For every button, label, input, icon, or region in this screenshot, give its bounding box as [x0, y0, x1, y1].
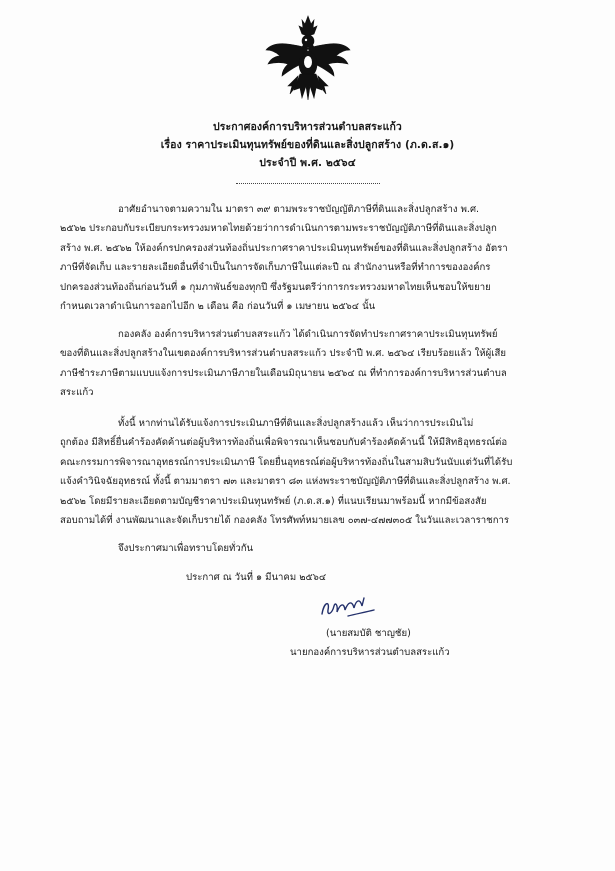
title-line-1: ประกาศองค์การบริหารส่วนตำบลสระแก้ว: [213, 121, 402, 133]
announcement-closing: จึงประกาศมาเพื่อทราบโดยทั่วกัน: [118, 543, 254, 554]
paragraph-2: [60, 325, 556, 403]
paragraph-line: กองคลัง องค์การบริหารส่วนตำบลสระแก้ว ได้ดำเนินการจัดทำประกาศราคาประเมินทุนทรัพย์: [118, 329, 498, 340]
paragraph-line: สระแก้ว: [60, 387, 94, 399]
handwritten-signature-icon: [318, 594, 378, 622]
garuda-emblem-icon: [262, 14, 354, 106]
signer-name: (นายสมบัติ ชาญชัย): [326, 628, 411, 639]
paragraph-line: ปกครองส่วนท้องถิ่นก่อนวันที่ ๑ กุมภาพันธ์ของทุกปี ซึ่งรัฐมนตรีว่าการกระทรวงมหาดไทยเห็นชอบให้ขยาย: [60, 281, 491, 293]
title-line-2: เรื่อง ราคาประเมินทุนทรัพย์ของที่ดินและสิ่งปลูกสร้าง (ภ.ด.ส.๑): [160, 139, 455, 151]
paragraph-line: สอบถามได้ที่ งานพัฒนาและจัดเก็บรายได้ กองคลัง โทรศัพท์หมายเลข ๐๓๗-๔๗๗๓๐๕ ในวันและเวลาราชการ: [60, 515, 510, 527]
paragraph-line: ทั้งนี้ หากท่านได้รับแจ้งการประเมินภาษีที่ดินและสิ่งปลูกสร้างแล้ว เห็นว่าการประเมินไม่: [118, 418, 474, 429]
paragraph-line: สร้าง พ.ศ. ๒๕๖๒ ให้องค์กรปกครองส่วนท้องถิ่นประกาศราคาประเมินทุนทรัพย์ของที่ดินและสิ่งปลูกสร้าง อัตรา: [60, 242, 508, 254]
paragraph-line: ภาษีชำระภาษีตามแบบแจ้งการประเมินภาษีภายในเดือนมิถุนายน ๒๕๖๔ ณ ที่ทำการองค์การบริหารส่วนตำบล: [60, 367, 507, 379]
announcement-title: [0, 118, 615, 172]
paragraph-line: แจ้งคำวินิจฉัยอุทธรณ์ ทั้งนี้ ตามมาตรา ๗๓ และมาตรา ๘๓ แห่งพระราชบัญญัติภาษีที่ดินและสิ่งปลูกสร้าง พ.ศ.: [60, 476, 511, 488]
paragraph-line: ภาษีที่จัดเก็บ และรายละเอียดอื่นที่จำเป็นในการจัดเก็บภาษีในแต่ละปี ณ สำนักงานหรือที่ทำการขององค์กร: [60, 262, 491, 274]
dotted-separator: [236, 183, 380, 184]
paragraph-line: ๒๕๖๒ โดยมีรายละเอียดตามบัญชีราคาประเมินทุนทรัพย์ (ภ.ด.ส.๑) ที่แนบเรียนมาพร้อมนี้ หากมีข้อสงสัย: [60, 495, 487, 507]
paragraph-line: คณะกรรมการพิจารณาอุทธรณ์การประเมินภาษี โดยยื่นอุทธรณ์ต่อผู้บริหารท้องถิ่นในสามสิบวันนับแต่วันที่ได้รับ: [60, 456, 513, 468]
paragraph-line: ถูกต้อง มีสิทธิ์ยื่นคำร้องคัดค้านต่อผู้บริหารท้องถิ่นเพื่อพิจารณาเห็นชอบกับคำร้องคัดค้านนี้ ให้มีสิทธิอุทธรณ์ต่อ: [60, 437, 508, 449]
title-line-3: ประจำปี พ.ศ. ๒๕๖๔: [259, 157, 356, 169]
paragraph-3: [60, 414, 556, 530]
announcement-date: ประกาศ ณ วันที่ ๑ มีนาคม ๒๕๖๔: [186, 572, 327, 583]
signer-title: นายกองค์การบริหารส่วนตำบลสระแก้ว: [290, 647, 450, 658]
paragraph-line: ของที่ดินและสิ่งปลูกสร้างในเขตองค์การบริหารส่วนตำบลสระแก้ว ประจำปี พ.ศ. ๒๕๖๔ เรียบร้อยแล้ว ให้ผู้เสีย: [60, 348, 506, 360]
paragraph-line: ๒๕๖๒ ประกอบกับระเบียบกระทรวงมหาดไทยด้วยว่าการดำเนินการตามพระราชบัญญัติภาษีที่ดินและสิ่งปลูก: [60, 223, 497, 235]
paragraph-line: กำหนดเวลาดำเนินการออกไปอีก ๒ เดือน คือ ก่อนวันที่ ๑ เมษายน ๒๕๖๔ นั้น: [60, 301, 376, 313]
paragraph-line: อาศัยอำนาจตามความใน มาตรา ๓๙ ตามพระราชบัญญัติภาษีที่ดินและสิ่งปลูกสร้าง พ.ศ.: [118, 204, 480, 215]
paragraph-1: [60, 200, 556, 316]
